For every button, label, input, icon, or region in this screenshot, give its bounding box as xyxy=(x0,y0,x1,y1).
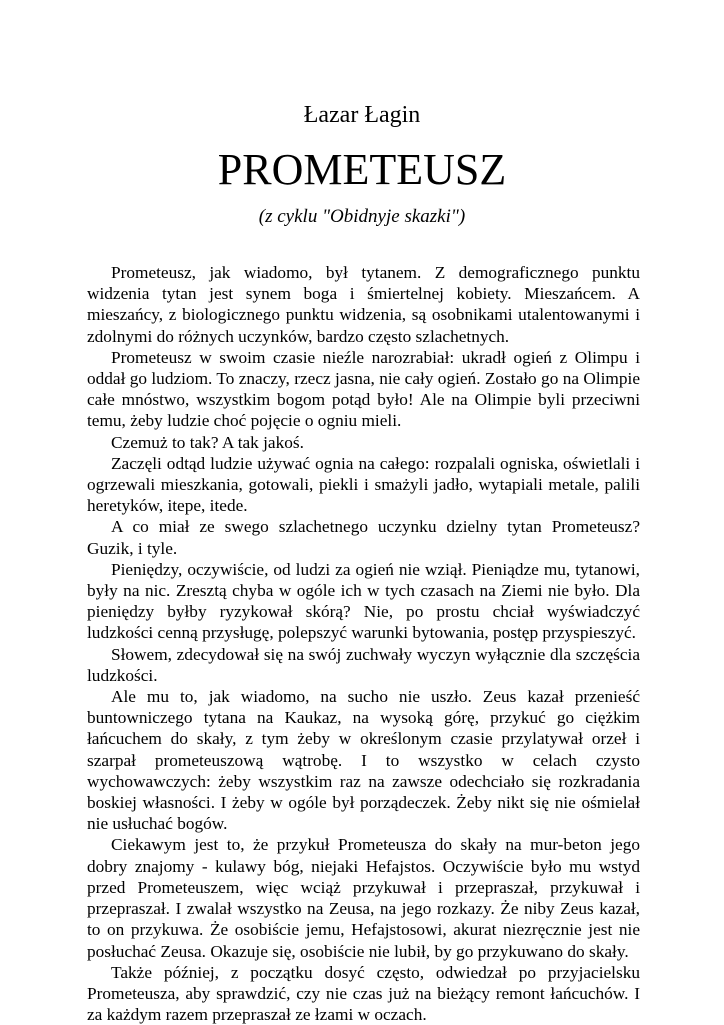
paragraph-5: A co miał ze swego szlachetnego uczynku dzielny tytan Prometeusz? Guzik, i tyle. xyxy=(87,517,640,558)
paragraph-9: Ciekawym jest to, że przykuł Prometeusza do skały na mur-beton jego dobry znajomy - kulawy bóg, niejaki Hefajstos. Oczywiście było mu wstyd przed Prometeuszem, więc wciąż przykuwał i przepraszał, przykuwał i przepraszał. I zwalał wszystko na Zeusa, na jego rozkazy. Że niby Zeus kazał, to on przykuwa. Że osobiście jemu, Hefajstosowi, akurat niezręcznie jest nie posłuchać Zeusa. Okazuje się, osobiście nie lubił, by go przykuwano do skały. xyxy=(87,835,640,961)
paragraph-7: Słowem, zdecydował się na swój zuchwały wyczyn wyłącznie dla szczęścia ludzkości. xyxy=(87,644,640,685)
paragraph-2: Prometeusz w swoim czasie nieźle narozrabiał: ukradł ogień z Olimpu i oddał go ludziom. To znaczy, rzecz jasna, nie cały ogień. Zostało go na Olimpie całe mnóstwo, wszystkim bogom potąd było! Ale na Olimpie byli przeciwni temu, żeby ludzie choć pojęcie o ogniu mieli. xyxy=(87,347,640,431)
paragraph-4: Zaczęli odtąd ludzie używać ognia na całego: rozpalali ogniska, oświetlali i ogrzewali mieszkania, gotowali, piekli i smażyli jadło, wytapiali metale, palili heretyków, itepe, itede. xyxy=(87,453,640,516)
body-text xyxy=(87,262,640,1025)
subtitle: (z cyklu "Obidnyje skazki") xyxy=(258,206,466,227)
paragraph-8: Ale mu to, jak wiadomo, na sucho nie uszło. Zeus kazał przenieść buntowniczego tytana na Kaukaz, na wysoką górę, przykuć go ciężkim łańcuchem do skały, z tym żeby w określonym czasie przylatywał orzeł i szarpał prometeuszową wątrobę. I to wszystko w celach czysto wychowawczych: żeby wszystkim raz na zawsze odechciało się rozkradania boskiej własności. I żeby w ogóle był porządeczek. Żeby nikt się nie ośmielał nie usłuchać bogów. xyxy=(87,687,640,834)
author-name: Łazar Łagin xyxy=(303,102,421,128)
paragraph-6: Pieniędzy, oczywiście, od ludzi za ogień nie wziął. Pieniądze mu, tytanowi, były na nic. Zresztą chyba w ogóle ich w tych czasach na Ziemi nie było. Dla pieniędzy byłby ryzykował skórą? Nie, po prostu chciał wyświadczyć ludzkości cenną przysługę, polepszyć warunki bytowania, postęp przyspieszyć. xyxy=(87,559,640,643)
paragraph-3: Czemuż to tak? A tak jakoś. xyxy=(111,432,304,452)
paragraph-10: Także później, z początku dosyć często, odwiedzał po przyjacielsku Prometeusza, aby sprawdzić, czy nie czas już na bieżący remont łańcuchów. I za każdym razem przepraszał ze łzami w oczach. xyxy=(87,962,640,1025)
page-title: PROMETEUSZ xyxy=(217,145,507,194)
paragraph-1: Prometeusz, jak wiadomo, był tytanem. Z demograficznego punktu widzenia tytan jest synem boga i śmiertelnej kobiety. Mieszańcem. A mieszańcy, z biologicznego punktu widzenia, są osobnikami utalentowanymi i zdolnymi do różnych uczynków, bardzo często szlachetnych. xyxy=(87,263,640,346)
